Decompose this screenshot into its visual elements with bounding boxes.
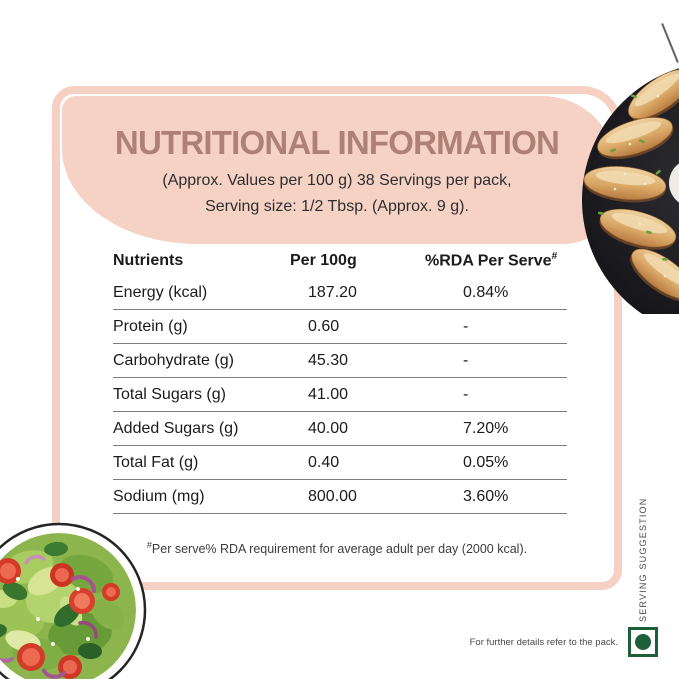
per-100g-value-cell: 0.40 — [308, 453, 340, 471]
nutrient-name-cell: Energy (kcal) — [113, 283, 208, 301]
nutrient-name-cell: Added Sugars (g) — [113, 419, 239, 437]
footnote-superscript: # — [146, 540, 152, 550]
table-row — [113, 446, 567, 480]
column-header-nutrients: Nutrients — [113, 252, 184, 269]
rda-value-cell: - — [463, 351, 469, 369]
table-row — [113, 310, 567, 344]
rda-value-cell: - — [463, 385, 469, 403]
per-100g-value-cell: 41.00 — [308, 385, 349, 403]
per-100g-value-cell: 0.60 — [308, 317, 340, 335]
card-header — [62, 96, 612, 244]
per-100g-value-cell: 40.00 — [308, 419, 349, 437]
rda-value-cell: 7.20% — [463, 419, 509, 437]
column-header-per100g: Per 100g — [290, 252, 357, 269]
table-row — [113, 378, 567, 412]
table-row — [113, 276, 567, 310]
serving-details — [62, 168, 612, 220]
table-row — [113, 412, 567, 446]
per-100g-value-cell: 800.00 — [308, 487, 357, 505]
table-header-row — [113, 246, 567, 276]
rda-value-cell: - — [463, 317, 469, 335]
table-row — [113, 344, 567, 378]
rda-value-cell: 0.84% — [463, 283, 509, 301]
page-title: NUTRITIONAL INFORMATION — [114, 124, 560, 161]
nutrient-name-cell: Carbohydrate (g) — [113, 351, 234, 369]
pack-details-note: For further details refer to the pack. — [469, 637, 618, 648]
serving-suggestion-label: SERVING SUGGESTION — [638, 497, 648, 622]
nutrient-name-cell: Total Fat (g) — [113, 453, 199, 471]
per-100g-value-cell: 45.30 — [308, 351, 349, 369]
serving-details-line1: (Approx. Values per 100 g) 38 Servings per pack, — [162, 172, 512, 189]
nutrient-name-cell: Sodium (mg) — [113, 487, 205, 505]
rda-value-cell: 3.60% — [463, 487, 509, 505]
veg-mark-dot — [635, 634, 651, 650]
nutrition-table-body — [113, 276, 567, 514]
nutrient-name-cell: Total Sugars (g) — [113, 385, 226, 403]
column-header-rda: %RDA Per Serve# — [425, 251, 558, 270]
veg-mark-icon — [628, 627, 658, 657]
momos-plate-photo — [570, 54, 679, 314]
table-row — [113, 480, 567, 514]
rda-superscript: # — [551, 251, 558, 263]
nutrient-name-cell: Protein (g) — [113, 317, 188, 335]
nutrition-table — [113, 246, 567, 514]
per-100g-value-cell: 187.20 — [308, 283, 357, 301]
serving-details-line2: Serving size: 1/2 Tbsp. (Approx. 9 g). — [205, 198, 469, 215]
rda-value-cell: 0.05% — [463, 453, 509, 471]
rda-footnote: #Per serve% RDA requirement for average adult per day (2000 kcal). — [146, 540, 528, 557]
salad-bowl-photo — [0, 519, 150, 679]
